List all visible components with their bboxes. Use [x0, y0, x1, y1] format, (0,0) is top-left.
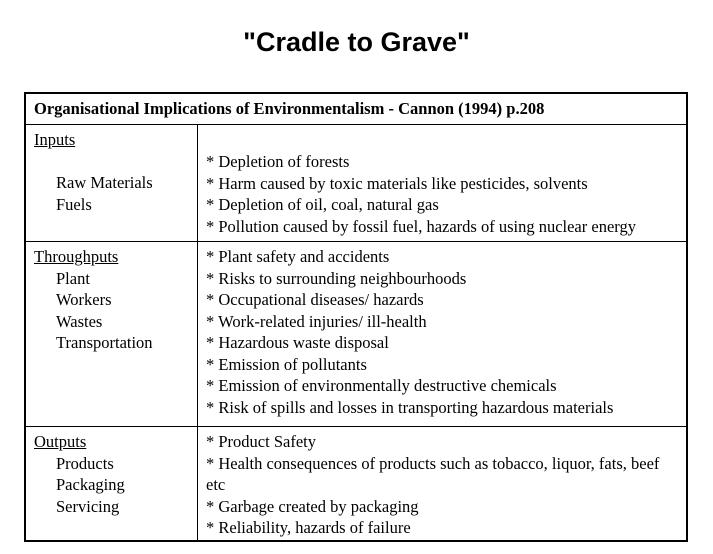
implication-item: * Pollution caused by fossil fuel, hazards of using nuclear energy [206, 216, 636, 236]
implication-item: * Risk of spills and losses in transporting hazardous materials [206, 397, 614, 417]
subitem-fuels: Fuels [56, 194, 92, 214]
implication-item: * Depletion of oil, coal, natural gas [206, 195, 439, 214]
subitem-wastes: Wastes [56, 311, 103, 331]
implications-cell-outputs [206, 431, 682, 539]
subitem-plant: Plant [56, 268, 90, 288]
implication-item: * Health consequences of products such as tobacco, liquor, fats, beef etc [206, 453, 660, 494]
implication-item: * Depletion of forests [206, 152, 350, 171]
implication-item: * Plant safety and accidents [206, 247, 390, 266]
subitem-transportation: Transportation [56, 333, 153, 352]
implications-table [24, 92, 688, 542]
category-cell-outputs [34, 431, 194, 517]
table-row-inputs [26, 125, 686, 242]
category-cell-inputs [34, 129, 194, 215]
implication-item: * Product Safety [206, 432, 316, 451]
implication-item: * Risks to surrounding neighbourhoods [206, 268, 467, 288]
implications-cell-throughputs [206, 246, 682, 418]
subitem-products: Products [56, 453, 114, 473]
implication-item: * Work-related injuries/ ill-health [206, 311, 427, 331]
subitem-packaging: Packaging [56, 475, 125, 494]
subitem-servicing: Servicing [56, 496, 120, 516]
implication-item: * Hazardous waste disposal [206, 333, 389, 352]
implication-item: * Garbage created by packaging [206, 496, 419, 516]
implication-item: * Emission of environmentally destructive chemicals [206, 376, 557, 395]
implication-item: * Emission of pollutants [206, 354, 367, 374]
implication-item: * Occupational diseases/ hazards [206, 290, 424, 309]
category-heading-throughputs: Throughputs [34, 247, 119, 266]
implication-item: * Reliability, hazards of failure [206, 518, 411, 537]
implications-cell-inputs [206, 151, 682, 237]
table-row-outputs [26, 427, 686, 540]
category-cell-throughputs [34, 246, 194, 354]
category-heading-inputs: Inputs [34, 130, 76, 149]
table-row-throughputs [26, 242, 686, 427]
subitem-raw-materials: Raw Materials [56, 173, 153, 192]
table-header: Organisational Implications of Environmentalism - Cannon (1994) p.208 [26, 94, 686, 125]
slide-title: "Cradle to Grave" [243, 27, 470, 57]
implication-item: * Harm caused by toxic materials like pesticides, solvents [206, 173, 588, 193]
category-heading-outputs: Outputs [34, 432, 87, 451]
subitem-workers: Workers [56, 290, 112, 309]
